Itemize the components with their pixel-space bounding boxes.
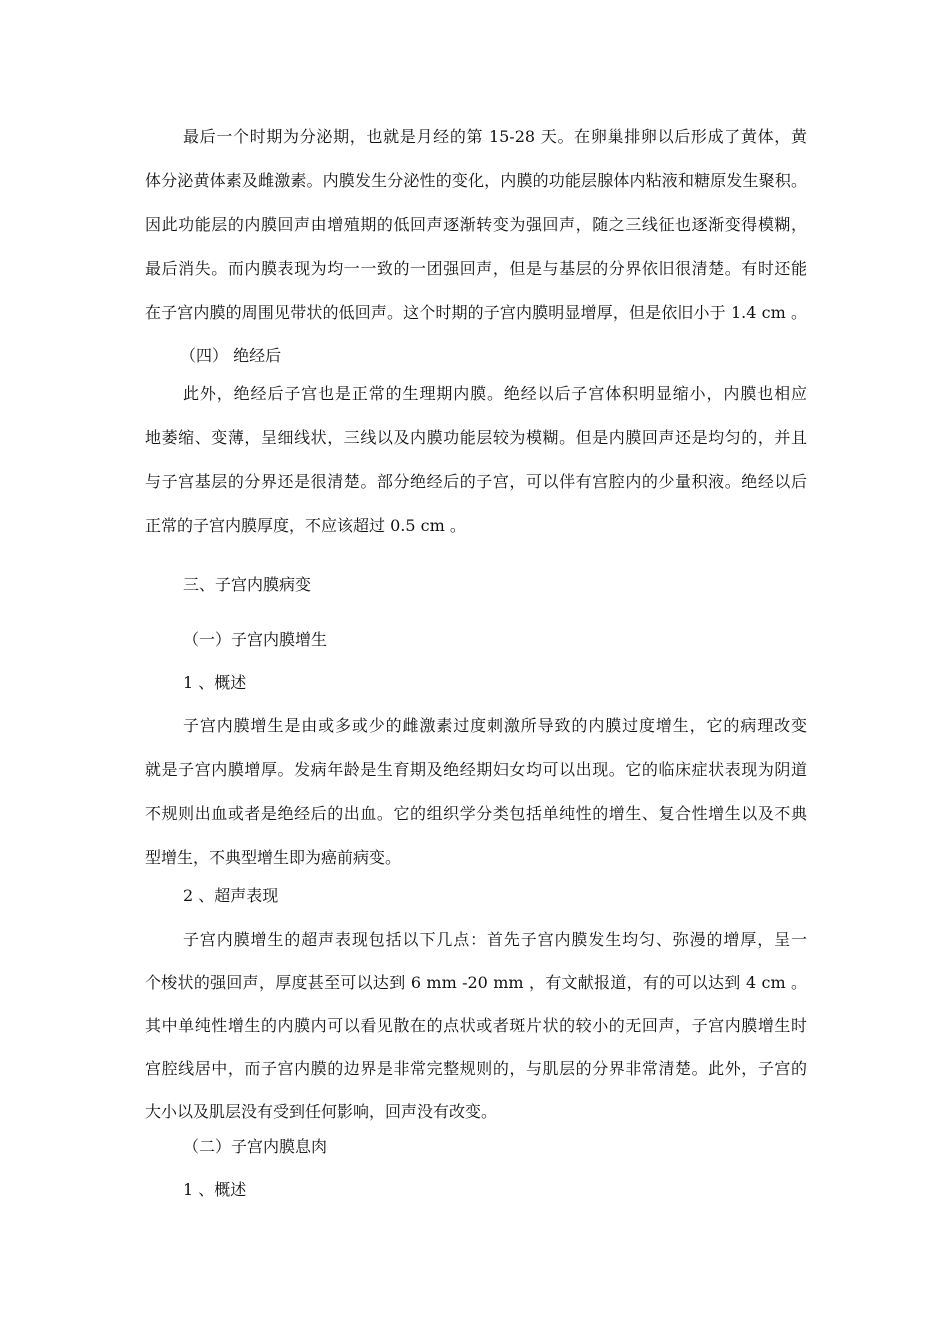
text-line: 大小以及肌层没有受到任何影响，回声没有改变。 [145,1102,498,1121]
heading-postmenopause: （四） 绝经后 [180,346,282,365]
paragraph-hyperplasia-overview [145,716,807,886]
text-line: 正常的子宫内膜厚度，不应该超过 0.5 cm 。 [145,516,466,535]
text-line: 子宫内膜增生是由或多或少的雌激素过度刺激所导致的内膜过度增生，它的病理改变 [183,716,807,735]
text-line: 在子宫内膜的周围见带状的低回声。这个时期的子宫内膜明显增厚，但是依旧小于 1.4 cm 。 [145,303,807,322]
text-line: 最后消失。而内膜表现为均一一致的一团强回声，但是与基层的分界依旧很清楚。有时还能 [145,259,807,278]
text-line: 其中单纯性增生的内膜内可以看见散在的点状或者斑片状的较小的无回声，子宫内膜增生时 [145,1016,807,1035]
text-line: 此外，绝经后子宫也是正常的生理期内膜。绝经以后子宫体积明显缩小，内膜也相应 [183,384,807,403]
text-line: 体分泌黄体素及雌激素。内膜发生分泌性的变化，内膜的功能层腺体内粘液和糖原发生聚积。 [145,171,807,190]
heading-overview-1: 1 、概述 [183,673,247,692]
text-line: 不规则出血或者是绝经后的出血。它的组织学分类包括单纯性的增生、复合性增生以及不典 [145,804,807,823]
text-line: 地萎缩、变薄，呈细线状，三线以及内膜功能层较为模糊。但是内膜回声还是均匀的，并且 [145,428,807,447]
text-line: 子宫内膜增生的超声表现包括以下几点：首先子宫内膜发生均匀、弥漫的增厚，呈一 [183,930,807,949]
text-line: 与子宫基层的分界还是很清楚。部分绝经后的子宫，可以伴有宫腔内的少量积液。绝经以后 [145,472,807,491]
text-line: 宫腔线居中，而子宫内膜的边界是非常完整规则的，与肌层的分界非常清楚。此外，子宫的 [145,1059,807,1078]
heading-overview-2: 1 、概述 [183,1180,247,1199]
paragraph-secretory-phase [145,127,807,337]
paragraph-hyperplasia-ultrasound [145,930,807,1144]
text-line: 最后一个时期为分泌期，也就是月经的第 15-28 天。在卵巢排卵以后形成了黄体，黄 [183,127,807,146]
text-line: 就是子宫内膜增厚。发病年龄是生育期及绝经期妇女均可以出现。它的临床症状表现为阴道 [145,760,807,779]
heading-endometrial-hyperplasia: （一）子宫内膜增生 [183,630,328,649]
heading-endometrial-polyp: （二）子宫内膜息肉 [183,1137,328,1156]
heading-section-3: 三、子宫内膜病变 [183,575,312,594]
heading-ultrasound: 2 、超声表现 [183,886,279,905]
text-line: 个梭状的强回声，厚度甚至可以达到 6 mm -20 mm ，有文献报道，有的可以达到 4 cm 。 [145,973,807,992]
text-line: 型增生，不典型增生即为癌前病变。 [145,848,402,867]
text-line: 因此功能层的内膜回声由增殖期的低回声逐渐转变为强回声，随之三线征也逐渐变得模糊， [145,215,807,234]
paragraph-postmenopause [145,384,807,554]
